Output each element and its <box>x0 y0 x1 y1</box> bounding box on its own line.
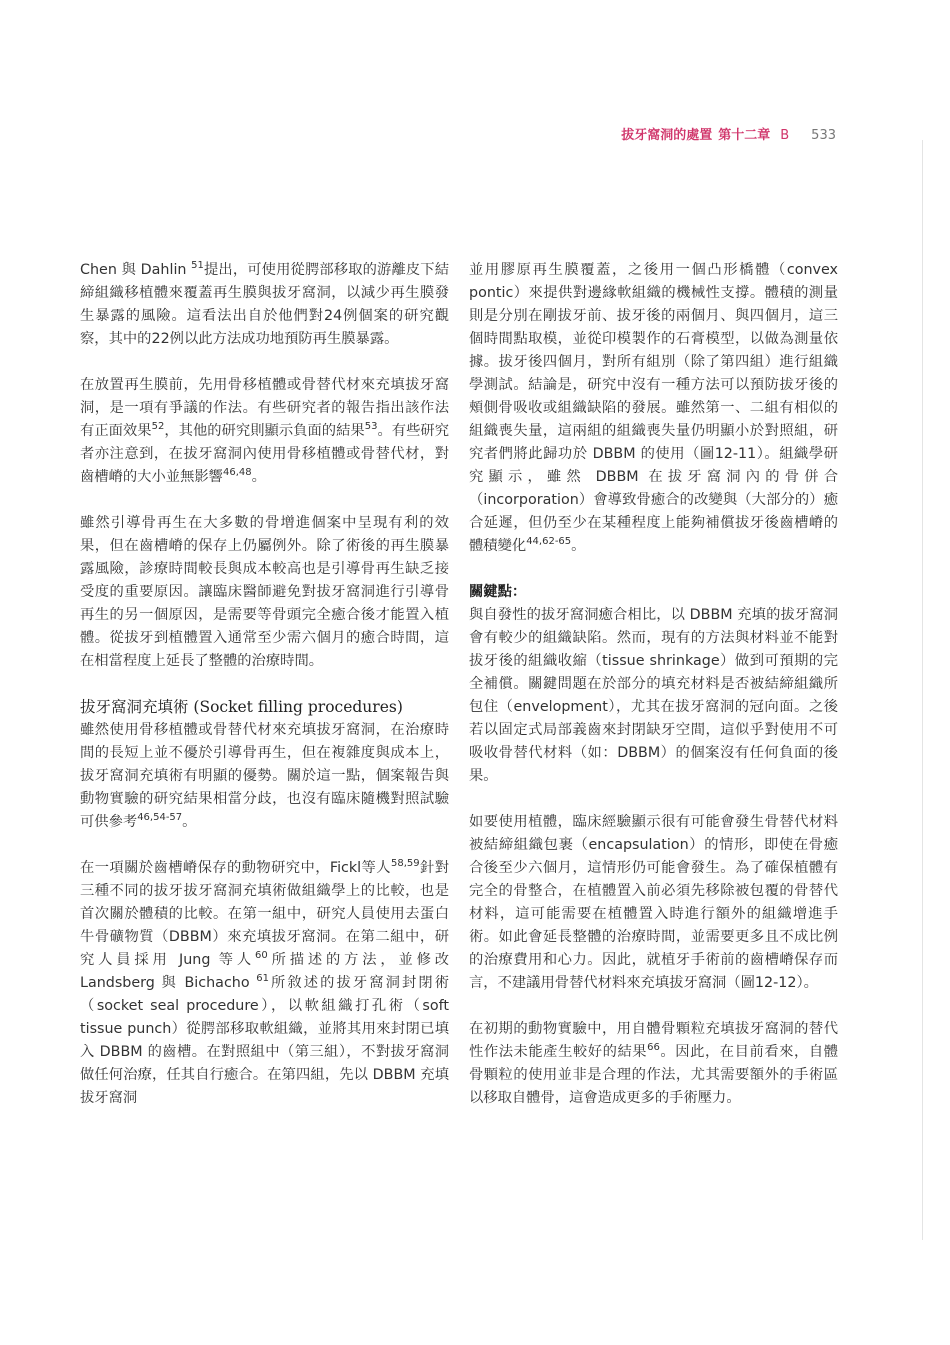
text-run: 。有些研究者亦注意到，在拔牙窩洞內使用骨移植體或骨替代材，對齒槽嵴的大小並無影響 <box>80 423 450 485</box>
running-header <box>560 124 836 143</box>
section-letter: B <box>780 128 790 143</box>
text-run: 。 <box>571 538 586 554</box>
text-run: ，其他的研究則顯示負面的結果 <box>164 423 365 439</box>
citation: 66 <box>647 1042 660 1054</box>
key-points-paragraph: 與自發性的拔牙窩洞癒合相比，以 DBBM 充填的拔牙窩洞會有較少的組織缺陷。然而，現有的方法與材料並不能對拔牙後的組織收縮（tissue shrinkage）做到可預期的完全補償。關鍵問題在於部分的填充材料是否被結締組織所包住（envelopment），尤其在拔牙窩洞的冠向面。之後若以固定式局部義齒來封閉缺牙空間，這似乎對使用不可吸收骨替代材料（如：DBBM）的個案沒有任何負面的後果。 <box>469 607 838 784</box>
text-run: 提出，可使用從腭部移取的游離皮下結締組織移植體來覆蓋再生膜與拔牙窩洞，以減少再生膜發生暴露的風險。這看法出自於他們對24例個案的研究觀察，其中的22例以此方法成功地預防再生膜暴露。 <box>80 262 449 347</box>
text-run: 在初期的動物實驗中，用自體骨顆粒充填拔牙窩洞的替代性作法未能產生較好的結果 <box>469 1021 838 1060</box>
text-run: 。 <box>251 469 266 485</box>
paragraph <box>469 259 838 558</box>
text-run: 所描述的方法，並修改 Landsberg 與 Bichacho <box>80 952 449 991</box>
page-edge-line <box>922 140 923 1240</box>
paragraph <box>80 259 449 351</box>
citation: 51 <box>191 260 204 272</box>
chapter-title: 拔牙窩洞的處置 <box>621 128 713 143</box>
right-column <box>469 259 838 1110</box>
citation: 61 <box>256 973 269 985</box>
citation: 52 <box>151 421 165 433</box>
paragraph: 雖然引導骨再生在大多數的骨增進個案中呈現有利的效果，但在齒槽嵴的保存上仍屬例外。除了術後的再生膜暴露風險，診療時間較長與成本較高也是引導骨再生缺乏接受度的重要原因。讓臨床醫師避免對拔牙窩洞進行引導骨再生的另一個原因，是需要等骨頭完全癒合後才能置入植體。從拔牙到植體置入通常至少需六個月的癒合時間，這在相當程度上延長了整體的治療時間。 <box>80 515 449 669</box>
citation: 46,54-57 <box>137 812 183 824</box>
left-column <box>80 259 449 1110</box>
chapter-label: 第十二章 <box>718 128 771 143</box>
text-run: 所敘述的拔牙窩洞封閉術（socket seal procedure），以軟組織打孔術（soft tissue punch）從腭部移取軟組織，並將其用來封閉已填入 DBBM 的齒槽。在對照組中（第三組），不對拔牙窩洞做任何治療，任其自行癒合。在第四組，先以 DBBM 充填拔牙窩洞 <box>80 975 450 1106</box>
text-run: Chen 與 Dahlin <box>80 262 192 278</box>
key-points-heading: 關鍵點： <box>469 584 527 600</box>
page-number: 533 <box>811 128 836 143</box>
citation: 46,48 <box>222 467 252 479</box>
paragraph <box>469 1018 838 1110</box>
paragraph <box>80 857 449 1110</box>
citation: 60 <box>255 950 268 962</box>
text-run: 雖然使用骨移植體或骨替代材來充填拔牙窩洞，在治療時間的長短上並不優於引導骨再生，但在複雜度與成本上，拔牙窩洞充填術有明顯的優勢。關於這一點，個案報告與動物實驗的研究結果相當分歧，也沒有臨床隨機對照試驗可供參考 <box>80 722 449 830</box>
citation: 53 <box>364 421 378 433</box>
text-run: 並用膠原再生膜覆蓋，之後用一個凸形橋體（convex pontic）來提供對邊緣軟組織的機械性支撐。體積的測量則是分別在剛拔牙前、拔牙後的兩個月、與四個月，這三個時間點取模，並從印模製作的石膏模型，以做為測量依據。拔牙後四個月，對所有組別（除了第四組）進行組織學測試。結論是，研究中沒有一種方法可以預防拔牙後的頰側骨吸收或組織缺陷的發展。雖然第一、二組有相似的組織喪失量，這兩組的組織喪失量仍明顯小於對照組，研究者們將此歸功於 DBBM 的使用（圖12-11）。組織學研究顯示，雖然 DBBM 在拔牙窩洞內的骨併合（incorporation）會導致骨癒合的改變與（大部分的）癒合延遲，但仍至少在某種程度上能夠補償拔牙後齒槽嵴的體積變化 <box>469 262 838 554</box>
paragraph <box>80 719 449 834</box>
text-run: 。因此，在目前看來，自體骨顆粒的使用並非是合理的作法，尤其需要額外的手術區以移取自體骨，這會造成更多的手術壓力。 <box>469 1044 839 1106</box>
text-run: 在放置再生膜前，先用骨移植體或骨替代材來充填拔牙窩洞，是一項有爭議的作法。有些研究者的報告指出該作法有正面效果 <box>80 377 449 439</box>
text-run: 針對三種不同的拔牙拔牙窩洞充填術做組織學上的比較，也是首次關於體積的比較。在第一組中，研究人員使用去蛋白牛骨礦物質（DBBM）來充填拔牙窩洞。在第二組中，研究人員採用 Jung 等人 <box>80 860 450 968</box>
section-heading: 拔牙窩洞充填術 (Socket filling procedures) <box>80 698 403 716</box>
paragraph <box>80 374 449 489</box>
paragraph: 如要使用植體，臨床經驗顯示很有可能會發生骨替代材料被結締組織包裹（encapsulation）的情形，即使在骨癒合後至少六個月，這情形仍可能會發生。為了確保植體有完全的骨整合，在植體置入前必須先移除被包覆的骨替代材料，這可能需要在植體置入時進行額外的組織增進手術。如此會延長整體的治療時間，並需要更多且不成比例的治療費用和心力。因此，就植牙手術前的齒槽嵴保存而言，不建議用骨替代材料來充填拔牙窩洞（圖12-12）。 <box>469 814 838 991</box>
text-run: 。 <box>182 814 197 830</box>
text-run: 在一項關於齒槽嵴保存的動物研究中，Fickl等人 <box>80 860 391 876</box>
citation: 44,62-65 <box>526 536 572 548</box>
citation: 58,59 <box>390 858 420 870</box>
